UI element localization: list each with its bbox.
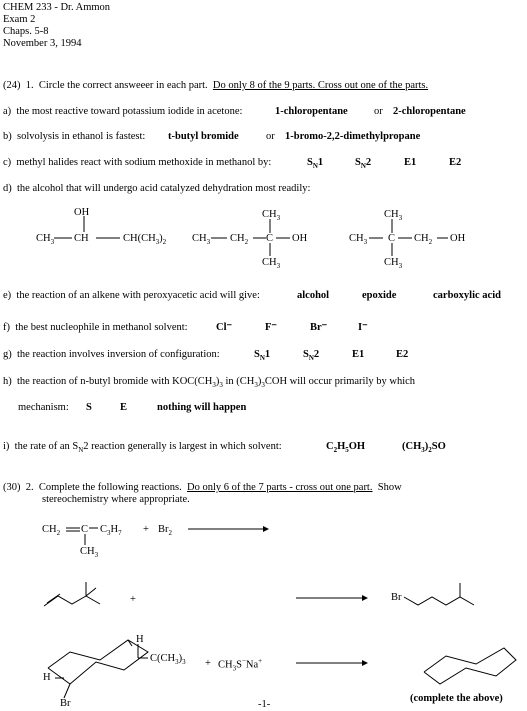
option-fluoride[interactable]: F⁻	[265, 322, 277, 333]
option-1-bromo-2-2-dimethylpropane[interactable]: 1-bromo-2,2-dimethylpropane	[285, 131, 421, 142]
option-sn2[interactable]: $S_N2$	[303, 349, 320, 363]
q2-underlined-instruction: Do only 6 of the 7 parts - cross out one part.	[187, 482, 373, 493]
part-f: f) the best nucleophile in methanol solvent:	[3, 322, 188, 333]
complete-note: (complete the above)	[410, 693, 503, 704]
s1-ch3: $CH_3$	[36, 233, 55, 247]
option-1-chloropentane[interactable]: 1-chloropentane	[275, 106, 348, 117]
r3-plus: +	[205, 658, 211, 669]
s3-ch3-top: $CH_3$	[384, 209, 403, 223]
part-i: i) the rate of an $S_N2$ reaction generally is largest in which solvent:	[3, 441, 282, 455]
s3-ch3-bottom: $CH_3$	[384, 257, 403, 271]
option-e2[interactable]: E2	[449, 157, 462, 168]
option-ethanol[interactable]: $C_2H_5OH$	[326, 441, 366, 455]
option-bromide[interactable]: Br⁻	[310, 322, 328, 333]
page-number: -1-	[258, 699, 271, 710]
r3-br: Br	[60, 698, 71, 709]
q2-instruction-line2: stereochemistry where appropriate.	[42, 494, 190, 505]
option-sn1[interactable]: $S_N1$	[307, 157, 324, 171]
part-b: b) solvolysis in ethanol is fastest:	[3, 131, 146, 142]
s2-ch3: $CH_3$	[192, 233, 211, 247]
r3-tbu: $C(CH_3)_3$	[150, 653, 186, 667]
chapters-line: Chaps. 5-8	[3, 26, 49, 37]
option-2-chloropentane[interactable]: 2-chloropentane	[393, 106, 466, 117]
s1-ch: CH	[74, 233, 89, 244]
r3-reagent: $CH_3S^-Na^+$	[218, 657, 263, 673]
r1-ch3: $CH_3$	[80, 546, 99, 560]
s2-ch3-top: $CH_3$	[262, 209, 281, 223]
s2-oh: OH	[292, 233, 308, 244]
s3-ch3: $CH_3$	[349, 233, 368, 247]
part-c: c) methyl halides react with sodium methoxide in methanol by:	[3, 157, 272, 168]
r1-plus: +	[143, 524, 149, 535]
r1-c: C	[81, 524, 89, 535]
q1-instruction: (24) 1. Circle the correct answeeer in each part. Do only 8 of the 9 parts. Cross out one of the parts.	[3, 80, 429, 91]
s3-oh: OH	[450, 233, 466, 244]
option-chloride[interactable]: Cl⁻	[216, 322, 233, 333]
r1-ch2: $CH_2$	[42, 524, 61, 538]
option-alcohol[interactable]: alcohol	[297, 290, 330, 301]
exam-date: November 3, 1994	[3, 38, 82, 49]
s2-ch3-bottom: $CH_3$	[262, 257, 281, 271]
exam-title: Exam 2	[3, 14, 36, 25]
or-text: or	[374, 106, 383, 117]
option-sn1[interactable]: $S_N1$	[254, 349, 271, 363]
q1-underlined-instruction: Do only 8 of the 9 parts. Cross out one of the parts.	[212, 80, 429, 91]
or-text: or	[266, 131, 275, 142]
s2-c: C	[266, 233, 274, 244]
option-e[interactable]: E	[120, 402, 128, 413]
s1-oh: OH	[74, 207, 90, 218]
s2-ch2: $CH_2$	[230, 233, 249, 247]
course-title: CHEM 233 - Dr. Ammon	[3, 2, 111, 13]
option-s[interactable]: S	[86, 402, 92, 413]
s1-chch3: $CH(CH_3)_2$	[123, 233, 167, 247]
option-t-butyl-bromide[interactable]: t-butyl bromide	[168, 131, 239, 142]
option-iodide[interactable]: I⁻	[358, 322, 368, 333]
option-e1[interactable]: E1	[352, 349, 365, 360]
option-epoxide[interactable]: epoxide	[362, 290, 397, 301]
option-nothing-will-happen[interactable]: nothing will happen	[157, 402, 247, 413]
part-h: h) the reaction of n-butyl bromide with $KOC(CH_3)_3$ in $(CH_3)_3COH$ will occur primarily by which	[3, 376, 416, 390]
r3-h-left: H	[43, 672, 51, 683]
option-e2[interactable]: E2	[396, 349, 409, 360]
option-dmso[interactable]: $(CH_3)_2SO$	[402, 441, 446, 455]
option-sn2[interactable]: $S_N2$	[355, 157, 372, 171]
s3-c: C	[388, 233, 396, 244]
part-a: a) the most reactive toward potassium iodide in acetone:	[3, 106, 243, 117]
option-carboxylic-acid[interactable]: carboxylic acid	[433, 290, 501, 301]
r3-h-top: H	[136, 634, 144, 645]
part-e: e) the reaction of an alkene with peroxyacetic acid will give:	[3, 290, 260, 301]
part-g: g) the reaction involves inversion of configuration:	[3, 349, 220, 360]
r2-plus: +	[130, 594, 136, 605]
r2-br: Br	[391, 592, 402, 603]
s3-ch2: $CH_2$	[414, 233, 433, 247]
q2-instruction: (30) 2. Complete the following reactions. Do only 6 of the 7 parts - cross out one part. Show	[3, 482, 402, 493]
r1-br2: $Br_2$	[158, 524, 172, 538]
r1-c3h7: $C_3H_7$	[100, 524, 122, 538]
part-d: d) the alcohol that will undergo acid catalyzed dehydration most readily:	[3, 183, 311, 194]
part-h-mechanism: mechanism:	[18, 402, 69, 413]
option-e1[interactable]: E1	[404, 157, 417, 168]
